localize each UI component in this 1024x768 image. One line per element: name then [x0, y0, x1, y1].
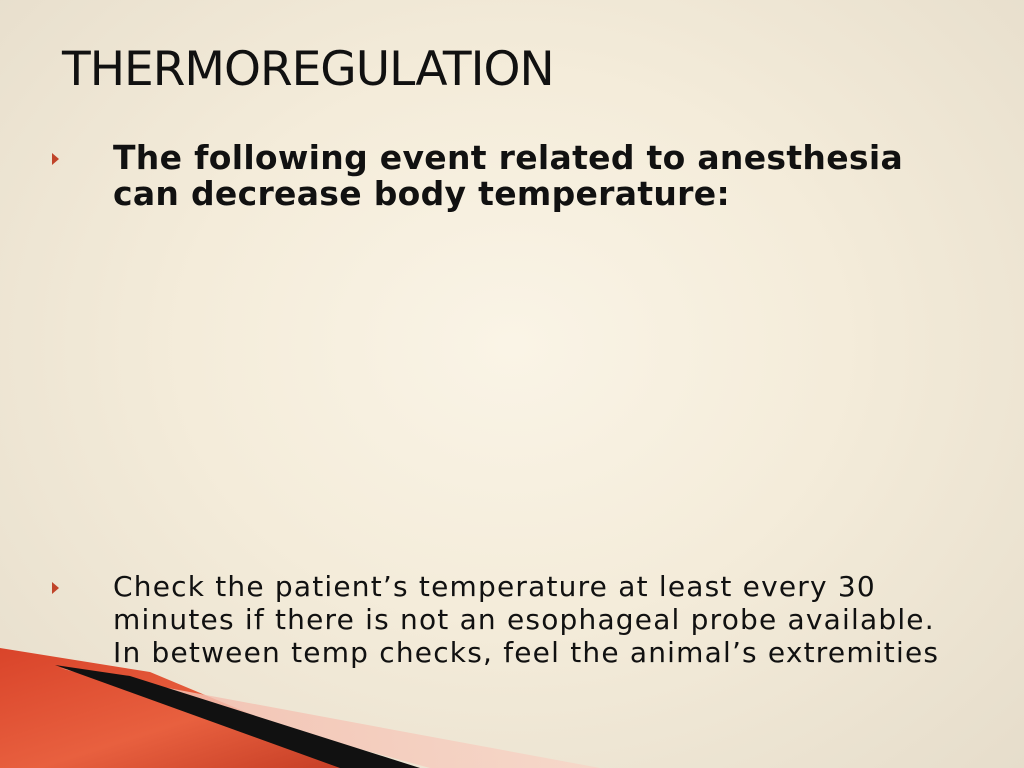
triangle-right-icon: [52, 153, 59, 165]
bullet-text: The following event related to anesthesia can decrease body temperature:: [113, 138, 904, 213]
triangle-right-icon: [52, 582, 59, 594]
slide-title: THERMOREGULATION: [62, 42, 554, 97]
bullet-text: Check the patient’s temperature at least every 30 minutes if there is not an esophageal probe available. In between temp checks, feel the animal’s extremities: [113, 570, 940, 669]
